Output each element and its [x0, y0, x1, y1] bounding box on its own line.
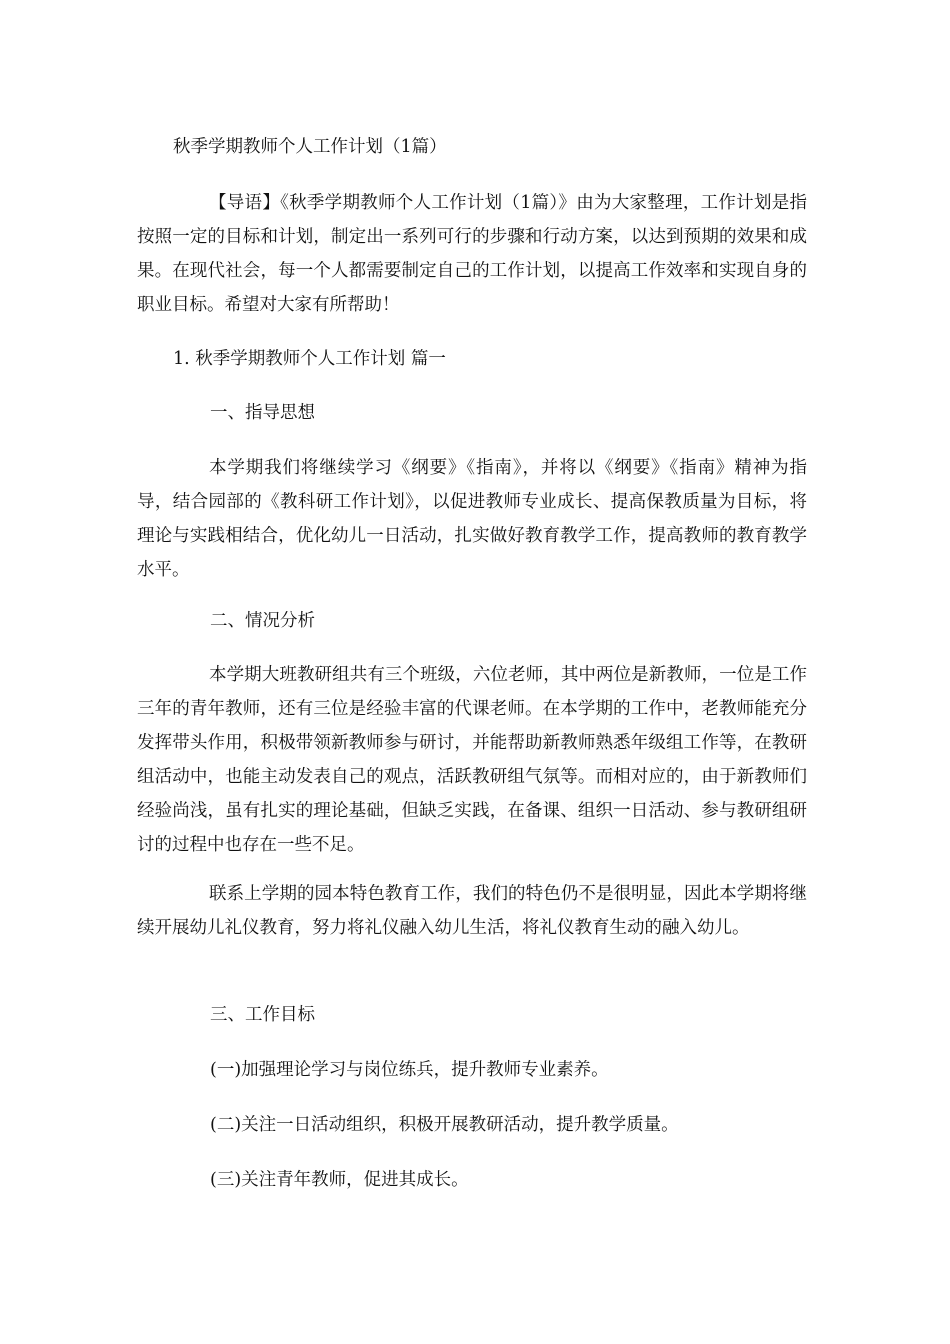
goal-item: (一)加强理论学习与岗位练兵，提升教师专业素养。: [210, 1060, 609, 1080]
paragraph-school-features: 联系上学期的园本特色教育工作，我们的特色仍不是很明显，因此本学期将继续开展幼儿礼仪教育，努力将礼仪融入幼儿生活，将礼仪教育生动的融入幼儿。: [137, 884, 807, 938]
paragraph-guiding-thought: 本学期我们将继续学习《纲要》《指南》，并将以《纲要》《指南》精神为指导，结合园部的《教科研工作计划》，以促进教师专业成长、提高保教质量为目标，将理论与实践相结合，优化幼儿一日活动，扎实做好教育教学工作，提高教师的教育教学水平。: [137, 458, 807, 580]
goal-item: (三)关注青年教师，促进其成长。: [210, 1170, 469, 1190]
goal-item: (二)关注一日活动组织，积极开展教研活动，提升教学质量。: [210, 1115, 679, 1135]
intro-paragraph: 【导语】《秋季学期教师个人工作计划（1篇）》由为大家整理，工作计划是指按照一定的目标和计划，制定出一系列可行的步骤和行动方案，以达到预期的效果和成果。在现代社会，每一个人都需要制定自己的工作计划，以提高工作效率和实现自身的职业目标。希望对大家有所帮助！: [137, 193, 807, 315]
section-heading: 1. 秋季学期教师个人工作计划 篇一: [173, 349, 446, 369]
paragraph-situation-analysis: 本学期大班教研组共有三个班级，六位老师，其中两位是新教师，一位是工作三年的青年教师，还有三位是经验丰富的代课老师。在本学期的工作中，老教师能充分发挥带头作用，积极带领新教师参与研讨，并能帮助新教师熟悉年级组工作等，在教研组活动中，也能主动发表自己的观点，活跃教研组气氛等。而相对应的，由于新教师们经验尚浅，虽有扎实的理论基础，但缺乏实践，在备课、组织一日活动、参与教研组研讨的过程中也存在一些不足。: [137, 665, 807, 855]
heading-guiding-thought: 一、指导思想: [210, 403, 315, 423]
heading-work-goals: 三、工作目标: [210, 1005, 315, 1025]
heading-situation-analysis: 二、情况分析: [210, 611, 315, 631]
document-title: 秋季学期教师个人工作计划（1篇）: [173, 137, 447, 157]
